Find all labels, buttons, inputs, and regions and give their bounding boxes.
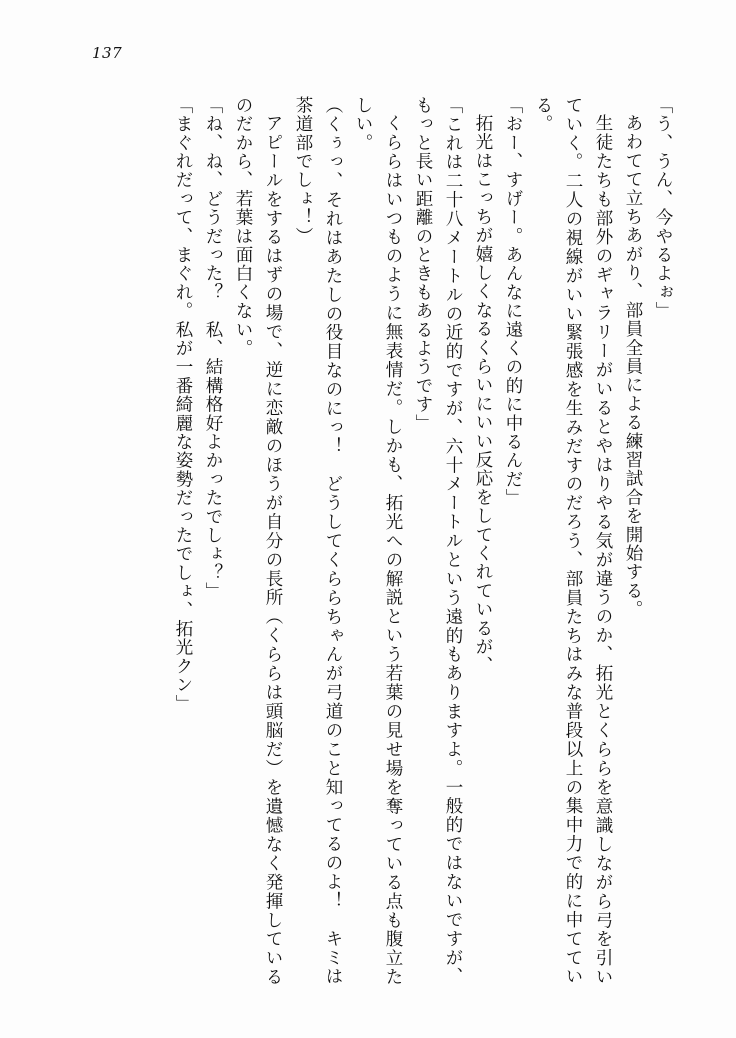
paragraph: 「おー、すげー。あんなに遠くの的に中るんだ」 — [503, 96, 523, 508]
paragraph: 生徒たちも部外のギャラリーがいるとやはりやる気が違うのか、拓光とくららを意識しながら弓を引いていく。二人の視線がいい緊張感を生みだすのだろう、部員たちはみな普段以上の集中力で的に中てている。 — [533, 96, 613, 986]
paragraph: 「これは二十八メートルの近的ですが、六十メートルという遠的もありますよ。一般的ではないですが、もっと長い距離のときもあるようです」 — [413, 96, 463, 986]
paragraph: くららはいつものように無表情だ。しかも、拓光への解説という若葉の見せ場を奪っている点も腹立たしい。 — [353, 96, 403, 986]
paragraph: （くぅっ、それはあたしの役目なのにっ！ どうしてくららちゃんが弓道のこと知ってるのよ！ キミは茶道部でしょ！） — [293, 96, 343, 986]
paragraph: 「まぐれだって、まぐれ。私が一番綺麗な姿勢だったでしょ、拓光クン」 — [173, 96, 193, 714]
page-body-text — [58, 96, 678, 986]
paragraph: アピールをするはずの場で、逆に恋敵のほうが自分の長所（くららは頭脳だ）を遺憾なく発揮しているのだから、若葉は面白くない。 — [233, 96, 283, 986]
page-number: 137 — [92, 44, 123, 62]
paragraph: 「う、うん、今やるよぉ」 — [653, 96, 673, 321]
paragraph: 「ね、ね、どうだった？ 私、結構格好よかったでしょ？」 — [203, 96, 223, 601]
paragraph: 拓光はこっちが嬉しくなるくらいにいい反応をしてくれているが、 — [473, 113, 493, 675]
paragraph: あわてて立ちあがり、部員全員による練習試合を開始する。 — [623, 113, 643, 619]
